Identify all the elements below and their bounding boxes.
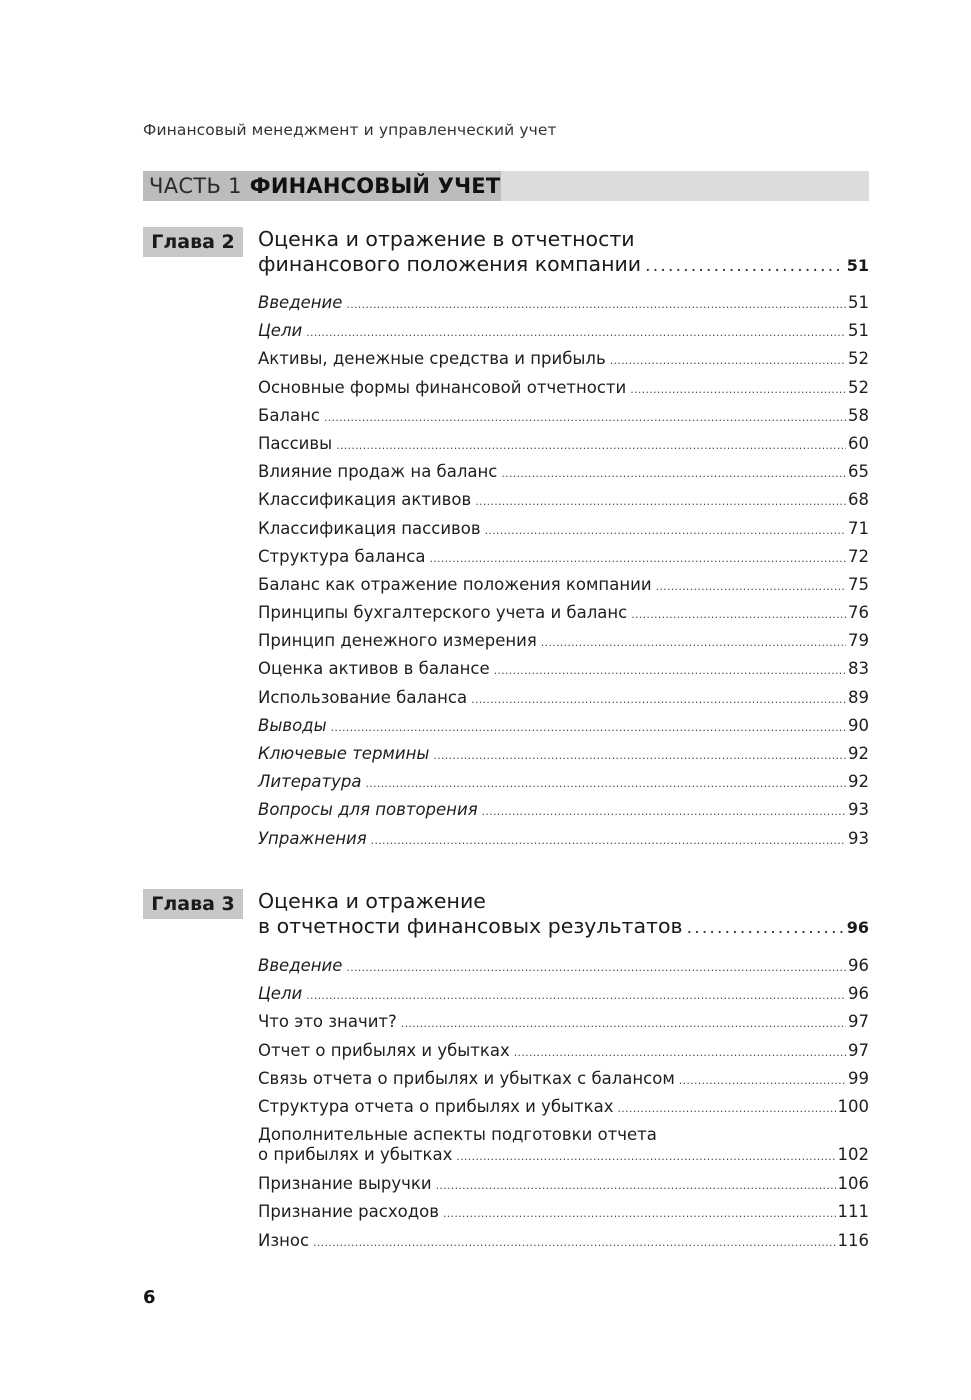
toc-entry-page: 100 [837,1096,869,1116]
toc-entry-title: Структура отчета о прибылях и убытках [258,1096,614,1116]
chapter-heading[interactable] [258,889,869,940]
toc-entry-page: 51 [848,293,869,312]
toc-entry[interactable] [258,402,869,430]
toc-entry-title-line2: о прибылях и убытках [258,1145,453,1165]
toc-entry-title: Принципы бухгалтерского учета и баланс [258,603,628,623]
toc-entry-page: 60 [848,433,869,453]
dot-leader [514,1047,846,1058]
toc-entry-page: 89 [848,687,869,707]
page-number: 6 [143,1287,156,1308]
toc-entry-title: Баланс как отражение положения компании [258,574,652,594]
toc-entry-page: 93 [848,800,869,820]
toc-entry[interactable] [258,1198,869,1226]
toc-entry-title: Цели [258,321,303,341]
dot-leader [443,1208,836,1219]
toc-entry[interactable] [258,825,869,853]
toc-entry-title: Цели [258,984,303,1004]
toc-entry-title: Отчет о прибылях и убытках [258,1040,510,1060]
dot-leader [485,525,846,536]
chapter-heading[interactable] [258,227,869,278]
toc-entry-page: 97 [848,1040,869,1060]
toc-entry-title: Пассивы [258,433,333,453]
toc-entry[interactable] [258,571,869,599]
toc-entry[interactable] [258,980,869,1008]
toc-entry-page: 97 [848,1012,869,1032]
dot-leader [336,440,846,451]
dot-leader [679,1075,846,1086]
toc-entry-page: 111 [837,1202,869,1222]
dot-leader [371,835,846,846]
dot-leader [429,553,846,564]
dot-leader [631,609,846,620]
dot-leader [313,1237,835,1248]
toc-entry-page: 106 [837,1174,869,1194]
toc-entry[interactable] [258,1227,869,1255]
toc-entry-title: Что это значит? [258,1012,397,1032]
toc-entry-title: Признание расходов [258,1202,439,1222]
toc-entry[interactable] [258,515,869,543]
dot-leader [401,1018,846,1029]
toc-entry-title: Оценка активов в балансе [258,659,490,679]
toc-entry[interactable] [258,599,869,627]
toc-entries [258,952,869,1255]
dot-leader [471,694,846,705]
toc-entry-title: Использование баланса [258,687,468,707]
toc-entry-title: Активы, денежные средства и прибыль [258,349,606,369]
dot-leader [456,1151,835,1162]
toc-entry[interactable] [258,1008,869,1036]
toc-entry-page: 58 [848,405,869,425]
toc-entry[interactable] [258,712,869,740]
toc-entry-title: Выводы [258,715,327,735]
toc-entry[interactable] [258,317,869,345]
toc-entry-page: 79 [848,631,869,651]
toc-entry-page: 75 [848,574,869,594]
toc-entry-title: Введение [258,293,343,312]
toc-entry[interactable] [258,1121,869,1170]
dot-leader [331,722,846,733]
toc-entry-title: Основные формы финансовой отчетности [258,377,627,397]
dot-leader [630,384,846,395]
toc-entry-page: 92 [848,744,869,763]
toc-entry[interactable] [258,1065,869,1093]
dot-leader [324,412,846,423]
toc-entry-title: Влияние продаж на баланс [258,462,498,482]
toc-entry-title: Износ [258,1230,310,1250]
chapter-title-line1: Оценка и отражение в отчетности [258,227,635,251]
part-label [143,171,501,201]
toc-entry-title: Дополнительные аспекты подготовки отчета [258,1125,657,1145]
chapter-page: 96 [846,918,869,937]
toc-entries [258,289,869,853]
toc-entry[interactable] [258,1093,869,1121]
toc-entry[interactable] [258,796,869,824]
toc-entry-page: 76 [848,603,869,623]
toc-entry-title: Вопросы для повторения [258,800,478,820]
chapter-label: Глава 3 [143,889,243,919]
toc-entry-title: Признание выручки [258,1174,432,1194]
toc-entry-page: 99 [848,1068,869,1088]
running-head: Финансовый менеджмент и управленческий учет [143,121,557,139]
dot-leader [436,1180,836,1191]
dot-leader [618,1103,836,1114]
toc-entry[interactable] [258,345,869,373]
dot-leader [656,581,846,592]
toc-entry-page: 72 [848,546,869,566]
toc-entry[interactable] [258,374,869,402]
toc-entry-title: Литература [258,772,362,792]
dot-leader [482,806,846,817]
toc-entry[interactable] [258,952,869,980]
toc-entry-page: 52 [848,349,869,369]
toc-entry-page: 52 [848,377,869,397]
toc-entry-title: Баланс [258,405,320,425]
toc-entry[interactable] [258,740,869,768]
toc-entry[interactable] [258,655,869,683]
dot-leader [541,637,846,648]
part-title: ФИНАНСОВЫЙ УЧЕТ [249,174,501,198]
toc-entry-page: 102 [837,1145,869,1165]
toc-entry-title: Связь отчета о прибылях и убытках с балансом [258,1068,675,1088]
toc-entry-page: 51 [848,321,869,341]
dot-leader [645,258,844,275]
dot-leader [687,920,844,937]
chapter-title-line1: Оценка и отражение [258,889,486,913]
toc-entry[interactable] [258,289,869,317]
toc-entry-page: 116 [837,1230,869,1250]
dot-leader [365,778,846,789]
toc-entry[interactable] [258,458,869,486]
toc-entry-title: Введение [258,956,343,975]
dot-leader [306,990,846,1001]
toc-entry[interactable] [258,1170,869,1198]
chapter-page: 51 [846,256,869,275]
toc-entry-title: Ключевые термины [258,744,430,763]
toc-entry-title: Принцип денежного измерения [258,631,537,651]
toc-entry[interactable] [258,486,869,514]
dot-leader [475,496,846,507]
chapter-title-line2: финансового положения компании [258,252,642,276]
toc-entry-page: 68 [848,490,869,510]
dot-leader [346,962,846,973]
toc-entry[interactable] [258,430,869,458]
toc-entry[interactable] [258,1037,869,1065]
toc-entry-title: Классификация пассивов [258,518,481,538]
dot-leader [306,327,846,338]
toc-entry-page: 71 [848,518,869,538]
chapter-label: Глава 2 [143,227,243,257]
toc-entry-page: 65 [848,462,869,482]
toc-entry[interactable] [258,627,869,655]
toc-entry-page: 93 [848,828,869,848]
part-header-bar [143,171,869,201]
toc-entry[interactable] [258,768,869,796]
toc-entry-page: 96 [848,956,869,975]
toc-entry-title: Упражнения [258,828,367,848]
toc-entry-page: 83 [848,659,869,679]
toc-entry[interactable] [258,543,869,571]
dot-leader [433,750,846,761]
dot-leader [501,468,846,479]
toc-entry-page: 92 [848,772,869,792]
dot-leader [346,299,846,310]
toc-entry[interactable] [258,684,869,712]
toc-entry-title: Структура баланса [258,546,426,566]
toc-entry-title: Классификация активов [258,490,472,510]
dot-leader [610,355,846,366]
toc-entry-page: 96 [848,984,869,1004]
toc-entry-page: 90 [848,715,869,735]
dot-leader [494,665,846,676]
part-number: ЧАСТЬ 1 [149,174,242,198]
chapter-title-line2: в отчетности финансовых результатов [258,914,683,938]
